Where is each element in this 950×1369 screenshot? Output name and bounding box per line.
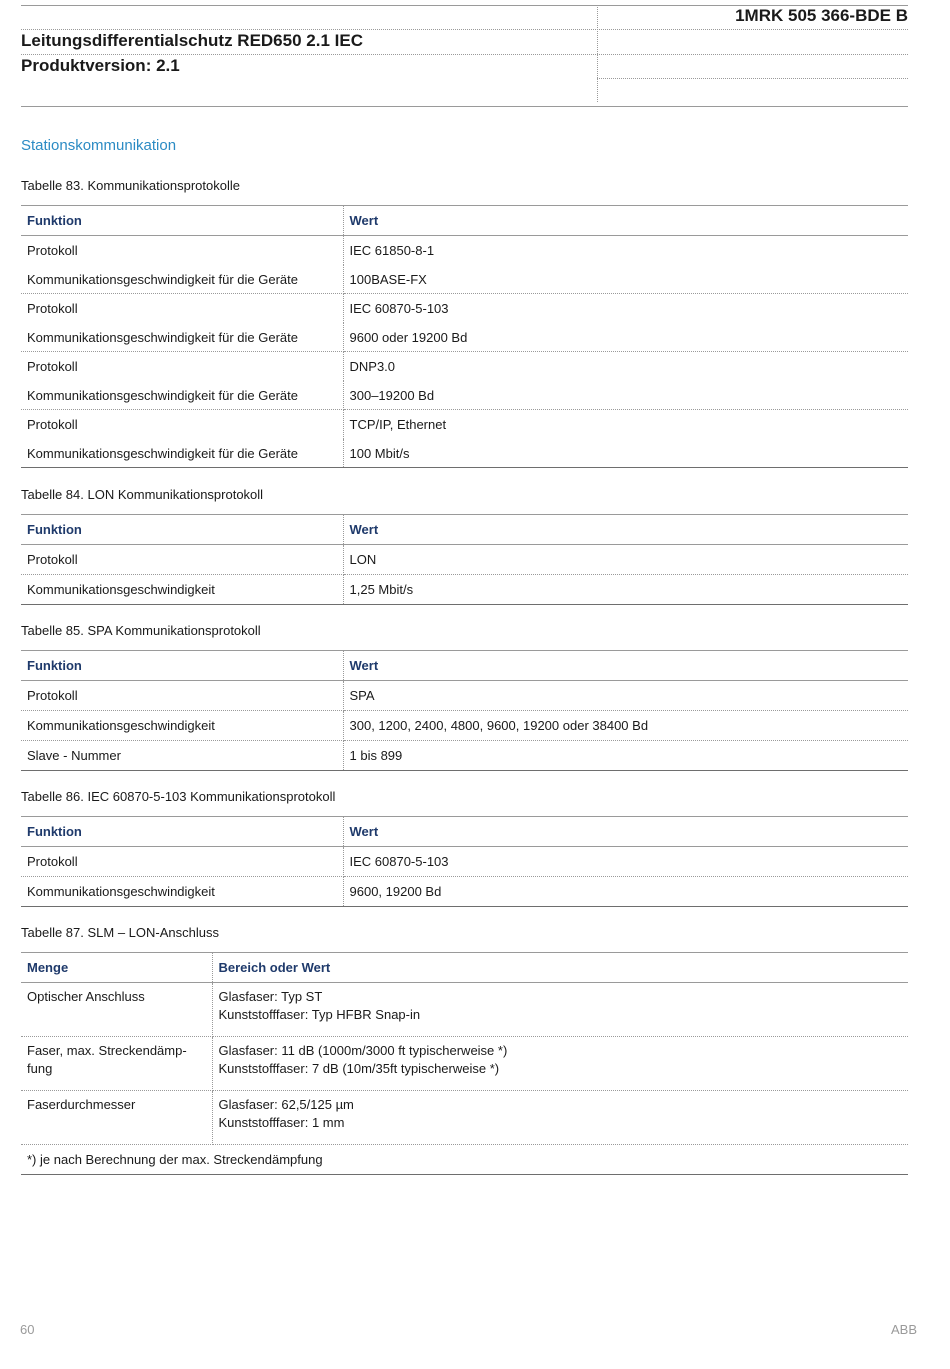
table-83-caption: Tabelle 83. Kommunikationsprotokolle — [21, 178, 240, 193]
column-header-wert: Wert — [343, 817, 908, 847]
table-row — [21, 294, 908, 324]
table-row — [21, 847, 908, 877]
table-86-caption: Tabelle 86. IEC 60870-5-103 Kommunikationsprotokoll — [21, 789, 336, 804]
cell-quantity: Optischer Anschluss — [21, 983, 212, 1037]
cell-quantity: Faser, max. Streckendämp- fung — [21, 1037, 212, 1091]
table-row — [21, 439, 908, 468]
table-row — [21, 381, 908, 410]
cell-function: Kommunikationsgeschwindigkeit — [21, 711, 343, 741]
page-number: 60 — [20, 1322, 35, 1337]
table-row — [21, 983, 908, 1037]
cell-value: Glasfaser: Typ ST Kunststofffaser: Typ HFBR Snap-in — [212, 983, 908, 1037]
table-row — [21, 236, 908, 266]
table-row — [21, 545, 908, 575]
document-title: Leitungsdifferentialschutz RED650 2.1 IEC — [21, 31, 363, 50]
column-header-wert: Wert — [343, 515, 908, 545]
table-86 — [21, 816, 908, 907]
cell-value: IEC 60870-5-103 — [349, 301, 449, 316]
column-header-funktion: Funktion — [21, 515, 343, 545]
cell-function: Protokoll — [21, 294, 343, 324]
table-row — [21, 741, 908, 771]
column-header-wert: Wert — [343, 206, 908, 236]
cell-value: 300, 1200, 2400, 4800, 9600, 19200 oder 38400 Bd — [343, 711, 908, 741]
cell-function: Kommunikationsgeschwindigkeit für die Geräte — [21, 323, 343, 352]
cell-value: SPA — [343, 681, 908, 711]
table-row — [21, 323, 908, 352]
cell-function: Protokoll — [21, 410, 343, 440]
table-85 — [21, 650, 908, 771]
cell-function: Protokoll — [21, 352, 343, 382]
table-row — [21, 410, 908, 440]
cell-value: TCP/IP, Ethernet — [349, 417, 447, 432]
cell-value: 9600, 19200 Bd — [349, 884, 442, 899]
page-header — [21, 5, 908, 107]
cell-function: Kommunikationsgeschwindigkeit — [21, 877, 343, 907]
brand-logo-text: ABB — [890, 1322, 917, 1337]
cell-value: DNP3.0 — [349, 359, 396, 374]
cell-function: Kommunikationsgeschwindigkeit für die Geräte — [21, 381, 343, 410]
table-83 — [21, 205, 908, 468]
cell-value: 1 bis 899 — [349, 748, 403, 763]
table-footnote-row — [21, 1145, 908, 1175]
product-version: Produktversion: 2.1 — [21, 56, 180, 75]
cell-value: IEC 60870-5-103 — [343, 847, 908, 877]
cell-function: Kommunikationsgeschwindigkeit — [21, 575, 343, 605]
document-number: 1MRK 505 366-BDE B — [735, 6, 908, 25]
cell-value: 300–19200 Bd — [343, 381, 908, 410]
table-87 — [21, 952, 908, 1175]
column-header-funktion: Funktion — [21, 206, 343, 236]
column-header-menge: Menge — [21, 953, 212, 983]
table-footnote: *) je nach Berechnung der max. Streckendämpfung — [27, 1152, 323, 1167]
table-row — [21, 681, 908, 711]
cell-function: Slave - Nummer — [21, 741, 343, 771]
table-84 — [21, 514, 908, 605]
cell-value: IEC 61850-8-1 — [349, 243, 435, 258]
table-row — [21, 352, 908, 382]
table-84-caption: Tabelle 84. LON Kommunikationsprotokoll — [21, 487, 264, 502]
table-row — [21, 265, 908, 294]
table-87-caption: Tabelle 87. SLM – LON-Anschluss — [21, 925, 219, 940]
cell-value: 9600 oder 19200 Bd — [343, 323, 908, 352]
column-header-wert: Wert — [343, 651, 908, 681]
column-header-funktion: Funktion — [21, 817, 343, 847]
cell-value: 100BASE-FX — [343, 265, 908, 294]
cell-value: Glasfaser: 11 dB (1000m/3000 ft typischerweise *) Kunststofffaser: 7 dB (10m/35ft typischerweise *) — [212, 1037, 908, 1091]
cell-function: Kommunikationsgeschwindigkeit für die Geräte — [21, 265, 343, 294]
table-row — [21, 1091, 908, 1145]
table-row — [21, 711, 908, 741]
table-row — [21, 877, 908, 907]
cell-function: Protokoll — [21, 681, 343, 711]
cell-value: 1,25 Mbit/s — [349, 582, 414, 597]
table-row — [21, 1037, 908, 1091]
cell-function: Protokoll — [21, 545, 343, 575]
table-85-caption: Tabelle 85. SPA Kommunikationsprotokoll — [21, 623, 261, 638]
cell-quantity: Faserdurchmesser — [21, 1091, 212, 1145]
cell-value: 100 Mbit/s — [349, 445, 410, 461]
cell-value: Glasfaser: 62,5/125 µm Kunststofffaser: 1 mm — [212, 1091, 908, 1145]
cell-function: Kommunikationsgeschwindigkeit für die Geräte — [21, 439, 343, 468]
column-header-funktion: Funktion — [21, 651, 343, 681]
section-heading: Stationskommunikation — [21, 137, 177, 154]
column-header-bereich-oder-wert: Bereich oder Wert — [212, 953, 908, 983]
cell-function: Protokoll — [21, 847, 343, 877]
cell-value: LON — [343, 545, 908, 575]
cell-function: Protokoll — [21, 236, 343, 266]
table-row — [21, 575, 908, 605]
